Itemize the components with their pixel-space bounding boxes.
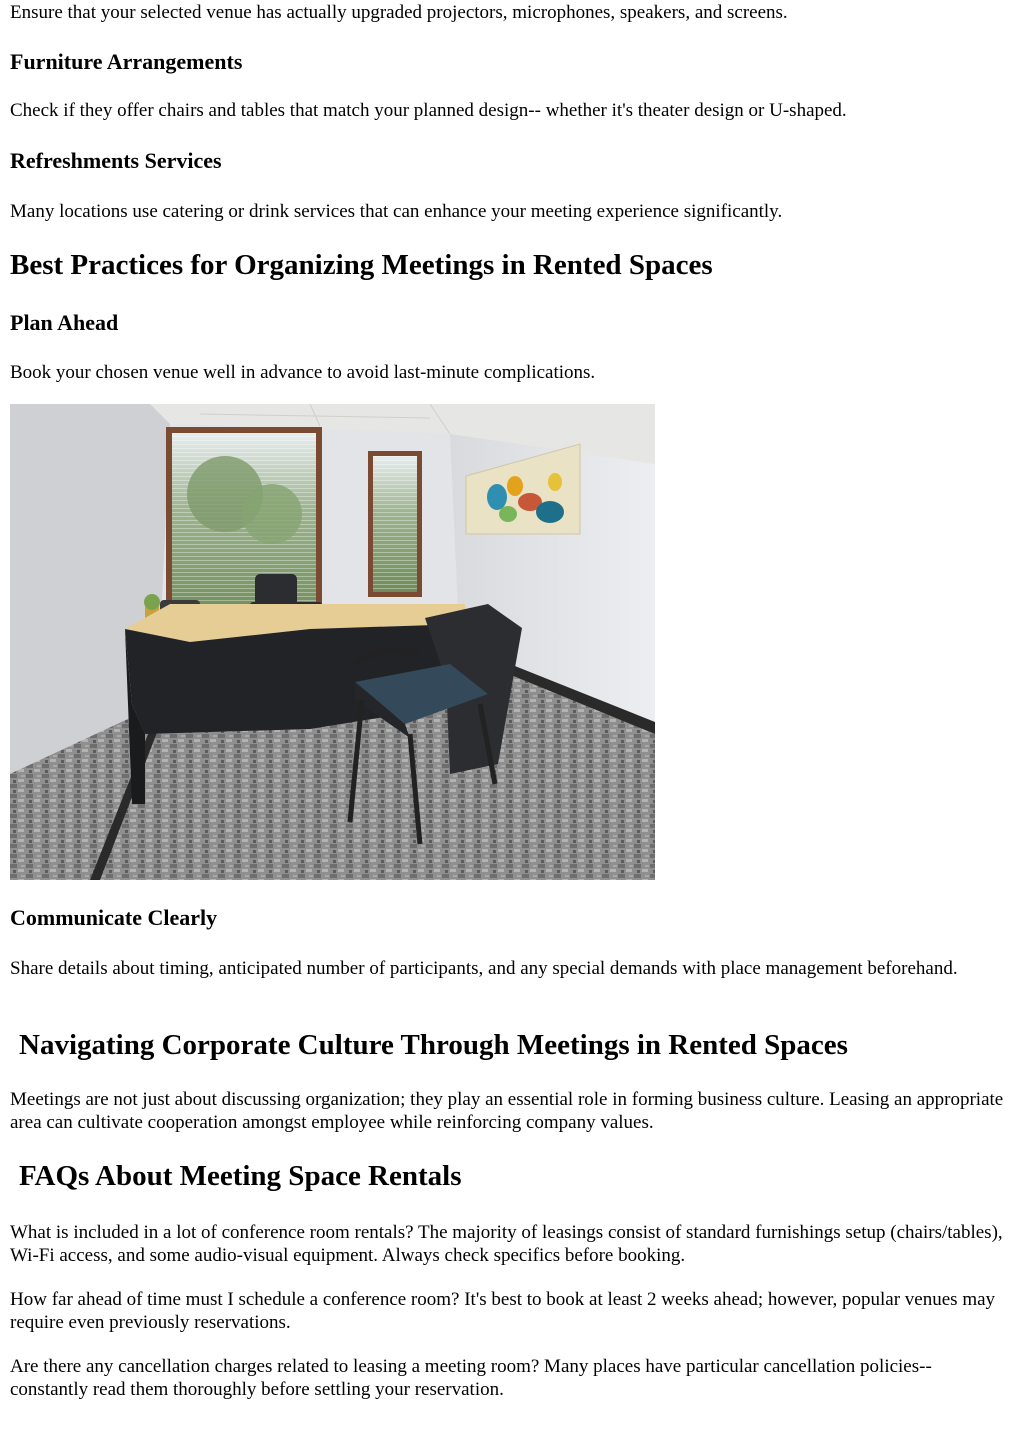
refreshments-text: Many locations use catering or drink services that can enhance your meeting experience significantly. [10, 201, 783, 222]
plan-ahead-text: Book your chosen venue well in advance to avoid last-minute complications. [10, 362, 596, 383]
faqs-heading: FAQs About Meeting Space Rentals [19, 1160, 462, 1192]
communicate-heading: Communicate Clearly [10, 905, 218, 930]
faq-item: Are there any cancellation charges related to leasing a meeting room? Many places have particular cancellation policies-- constantly read them thoroughly before settling your reservation. [10, 1356, 932, 1400]
culture-text: Meetings are not just about discussing organization; they play an essential role in forming business culture. Leasing an appropriate area can cultivate cooperation amongst employee while reinforcing company values. [10, 1089, 1004, 1133]
plan-ahead-heading: Plan Ahead [10, 310, 119, 335]
av-equipment-text: Ensure that your selected venue has actually upgraded projectors, microphones, speakers, and screens. [10, 2, 788, 23]
furniture-heading: Furniture Arrangements [10, 49, 243, 74]
culture-heading: Navigating Corporate Culture Through Meetings in Rented Spaces [19, 1029, 848, 1061]
best-practices-heading: Best Practices for Organizing Meetings in Rented Spaces [10, 249, 713, 281]
faq-item: How far ahead of time must I schedule a conference room? It's best to book at least 2 weeks ahead; however, popular venues may require even previously reservations. [10, 1289, 996, 1333]
refreshments-heading: Refreshments Services [10, 148, 222, 173]
furniture-text: Check if they offer chairs and tables that match your planned design-- whether it's theater design or U-shaped. [10, 100, 847, 121]
faq-item: What is included in a lot of conference room rentals? The majority of leasings consist of standard furnishings setup (chairs/tables), Wi-Fi access, and some audio-visual equipment. Always check specifics before booking. [10, 1222, 1003, 1266]
office-room-photo [10, 404, 655, 880]
communicate-text: Share details about timing, anticipated number of participants, and any special demands with place management beforehand. [10, 958, 958, 979]
